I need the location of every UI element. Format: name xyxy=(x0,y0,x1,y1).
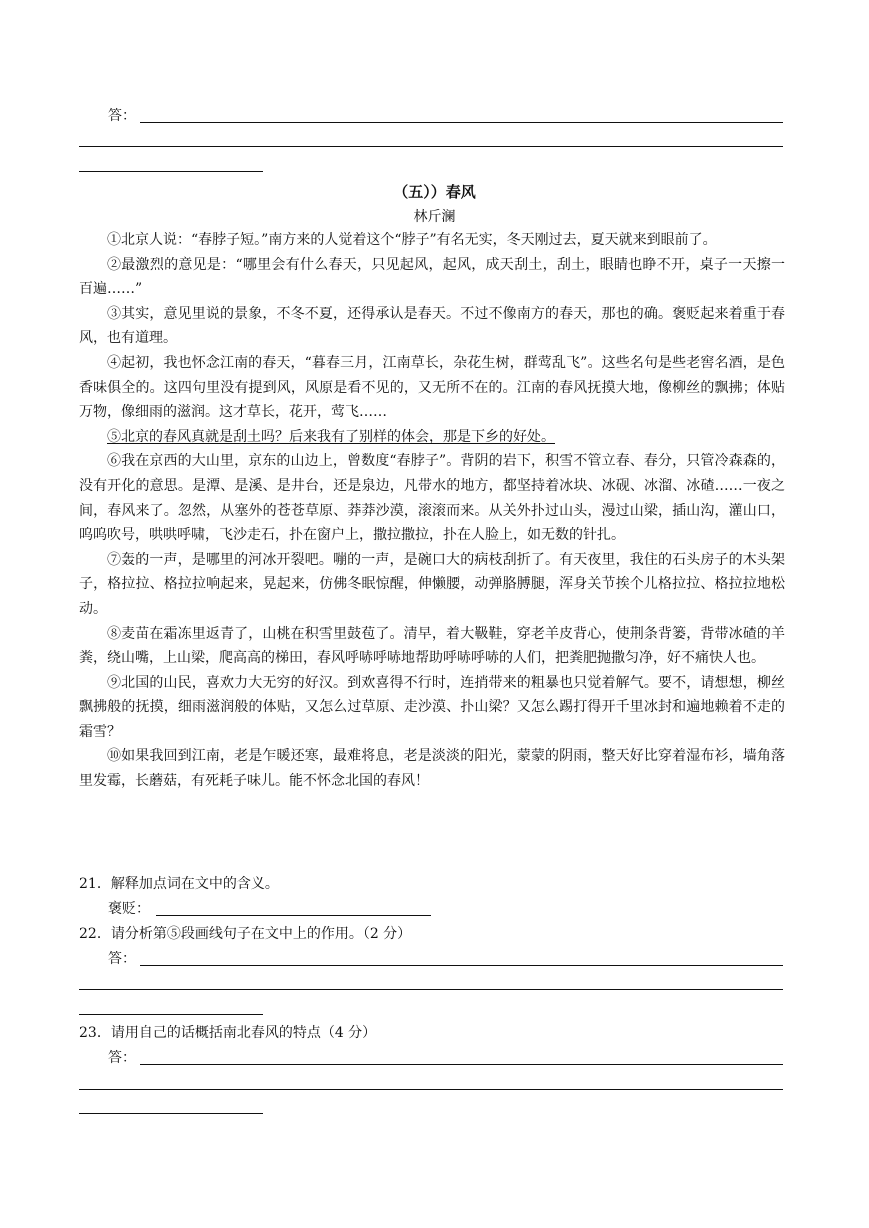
article-title: （五））春风 xyxy=(393,183,476,201)
paragraph-8: ⑧麦苗在霜冻里返青了，山桃在积雪里鼓苞了。清早，着大靸鞋，穿老羊皮背心，使荆条背篓，背带冰碴的羊粪，绕山嘴，上山梁，爬高高的梯田，春风呼哧呼哧地帮助呼哧呼哧的人们，把粪肥抛撒匀净，好不痛快人也。 xyxy=(79,625,785,667)
paragraph-3: ③其实，意见里说的景象，不冬不夏，还得承认是春天。不过不像南方的春天，那也的确。褒贬起来着重于春风，也有道理。 xyxy=(79,305,785,347)
question-23-answer-line-2[interactable] xyxy=(79,1089,783,1090)
question-23-answer-line-1[interactable] xyxy=(140,1064,783,1065)
question-21: 21．解释加点词在文中的含义。 xyxy=(79,876,279,892)
paragraph-5 xyxy=(79,425,785,450)
paragraph-1: ①北京人说：“春脖子短。”南方来的人觉着这个“脖子”有名无实，冬天刚过去，夏天就来到眼前了。 xyxy=(107,232,717,248)
question-21-answer-line[interactable] xyxy=(156,915,431,916)
question-22-answer-line-2[interactable] xyxy=(79,989,783,990)
paragraph-7: ⑦轰的一声，是哪里的河冰开裂吧。嘣的一声，是碗口大的病枝刮折了。有天夜里，我住的石头房子的木头架子，格拉拉、格拉拉响起来，晃起来，仿佛冬眠惊醒，伸懒腰，动弹胳膊腿，浑身关节挨个儿格拉拉、格拉拉地松动。 xyxy=(79,551,785,617)
top-answer-line-2[interactable] xyxy=(79,146,783,147)
paragraph-2: ②最激烈的意见是：“哪里会有什么春天，只见起风，起风，成天刮土，刮土，眼睛也睁不开，桌子一天擦一百遍……” xyxy=(79,256,785,298)
question-22: 22．请分析第⑤段画线句子在文中上的作用。（2 分） xyxy=(79,926,412,942)
paragraph-4: ④起初，我也怀念江南的春天，“暮春三月，江南草长，杂花生树，群莺乱飞”。这些名句是些老窖名酒，是色香味俱全的。这四句里没有提到风，风原是看不见的，又无所不在的。江南的春风抚摸大地，像柳丝的飘拂；体贴万物，像细雨的滋润。这才草长，花开，莺飞…… xyxy=(79,354,785,421)
paragraph-6: ⑥我在京西的大山里，京东的山边上，曾数度“春脖子”。背阴的岩下，积雪不管立春、春分，只管冷森森的，没有开化的意思。是潭、是溪、是井台，还是泉边，凡带水的地方，都坚持着冰块、冰砚、冰溜、冰碴……一夜之间，春风来了。忽然，从塞外的苍苍草原、莽莽沙漠，滚滚而来。从关外扑过山头，漫过山梁，插山沟，灌山口，呜呜吹号，哄哄呼啸，飞沙走石，扑在窗户上，撒拉撒拉，扑在人脸上，如无数的针扎。 xyxy=(79,453,785,544)
question-23-answer-label: 答： xyxy=(108,1050,136,1066)
question-23: 23．请用自己的话概括南北春风的特点（4 分） xyxy=(79,1025,377,1041)
article-body xyxy=(79,228,785,794)
question-22-answer-line-3[interactable] xyxy=(79,1014,263,1015)
question-22-answer-line-1[interactable] xyxy=(140,965,783,966)
question-22-answer-label: 答： xyxy=(108,951,136,967)
top-answer-label: 答： xyxy=(108,108,136,124)
top-answer-line-3[interactable] xyxy=(79,171,263,172)
paragraph-10: ⑩如果我回到江南，老是乍暖还寒，最难将息，老是淡淡的阳光，蒙蒙的阴雨，整天好比穿着湿布衫，墙角落里发霉，长蘑菇，有死耗子味儿。能不怀念北国的春风！ xyxy=(79,748,785,790)
question-23-answer-line-3[interactable] xyxy=(79,1113,263,1114)
article-author: 林斤澜 xyxy=(413,209,456,225)
underlined-sentence: ⑤北京的春风真就是刮土吗？后来我有了别样的体会，那是下乡的好处。 xyxy=(107,428,555,445)
top-answer-line-1[interactable] xyxy=(140,122,783,123)
paragraph-9: ⑨北国的山民，喜欢力大无穷的好汉。到欢喜得不行时，连捎带来的粗暴也只觉着解气。要不，请想想，柳丝飘拂般的抚摸，细雨滋润般的体贴，又怎么过草原、走沙漠、扑山梁？又怎么踢打得开千里冰封和遍地赖着不走的霜雪？ xyxy=(79,674,785,740)
question-21-sub-label: 褒贬： xyxy=(108,901,150,917)
